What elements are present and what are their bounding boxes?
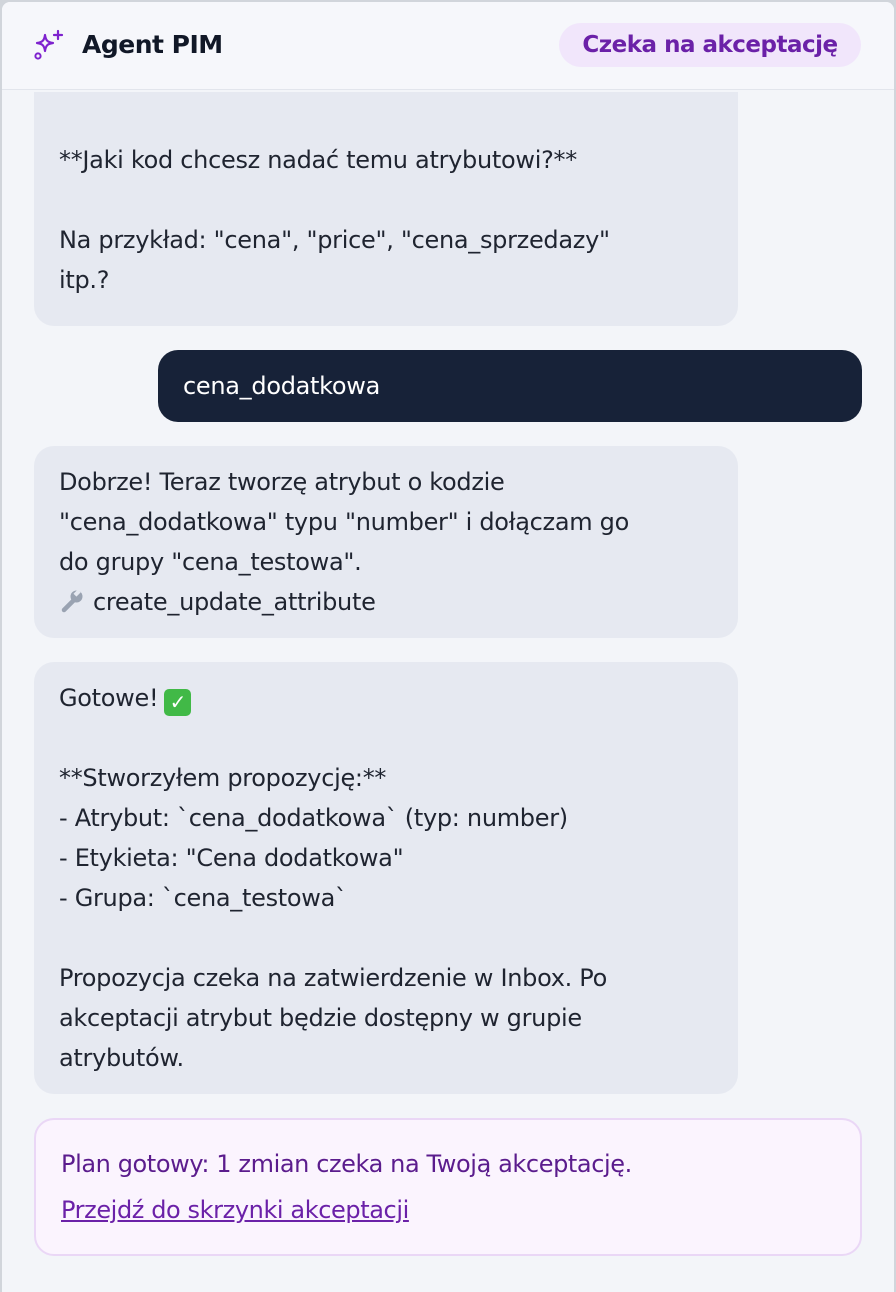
wrench-icon	[59, 588, 85, 614]
message-blank-line	[59, 918, 738, 958]
sparkles-icon	[32, 29, 66, 63]
user-message	[158, 350, 862, 422]
message-blank-line	[59, 180, 738, 220]
message-line: - Atrybut: `cena_dodatkowa` (typ: number)	[59, 804, 568, 832]
check-mark-icon: ✓	[164, 689, 191, 716]
chat-header	[2, 2, 894, 90]
message-line: cena_dodatkowa	[183, 372, 381, 400]
message-text: Gotowe!	[59, 684, 159, 712]
message-blank-line	[59, 718, 738, 758]
tool-call-line	[59, 582, 738, 622]
message-line: akceptacji atrybut będzie dostępny w grupie	[59, 1004, 582, 1032]
message-line: **Stworzyłem propozycję:**	[59, 764, 387, 792]
message-line	[59, 678, 738, 718]
approval-inbox-link[interactable]: Przejdź do skrzynki akceptacji	[61, 1196, 409, 1224]
status-badge: Czeka na akceptację	[559, 23, 861, 67]
message-line: **Jaki kod chcesz nadać temu atrybutowi?**	[59, 146, 577, 174]
message-line: atrybutów.	[59, 1044, 184, 1072]
message-line: - Etykieta: "Cena dodatkowa"	[59, 844, 404, 872]
plan-ready-text: Plan gotowy: 1 zmian czeka na Twoją akceptację.	[61, 1150, 632, 1178]
tool-call-name: create_update_attribute	[93, 588, 376, 616]
chat-title: Agent PIM	[82, 30, 223, 59]
message-line: do grupy "cena_testowa".	[59, 548, 362, 576]
message-line: itp.?	[59, 266, 110, 294]
message-line: "cena_dodatkowa" typu "number" i dołączam go	[59, 508, 629, 536]
assistant-message	[34, 446, 738, 638]
agent-chat-panel	[2, 2, 894, 1292]
message-line: - Grupa: `cena_testowa`	[59, 884, 347, 912]
message-line: Propozycja czeka na zatwierdzenie w Inbox. Po	[59, 964, 607, 992]
assistant-message	[34, 92, 738, 326]
assistant-message	[34, 662, 738, 1094]
message-line: Dobrze! Teraz tworzę atrybut o kodzie	[59, 468, 505, 496]
plan-ready-notice	[34, 1118, 862, 1256]
message-line: Na przykład: "cena", "price", "cena_sprzedazy"	[59, 226, 610, 254]
